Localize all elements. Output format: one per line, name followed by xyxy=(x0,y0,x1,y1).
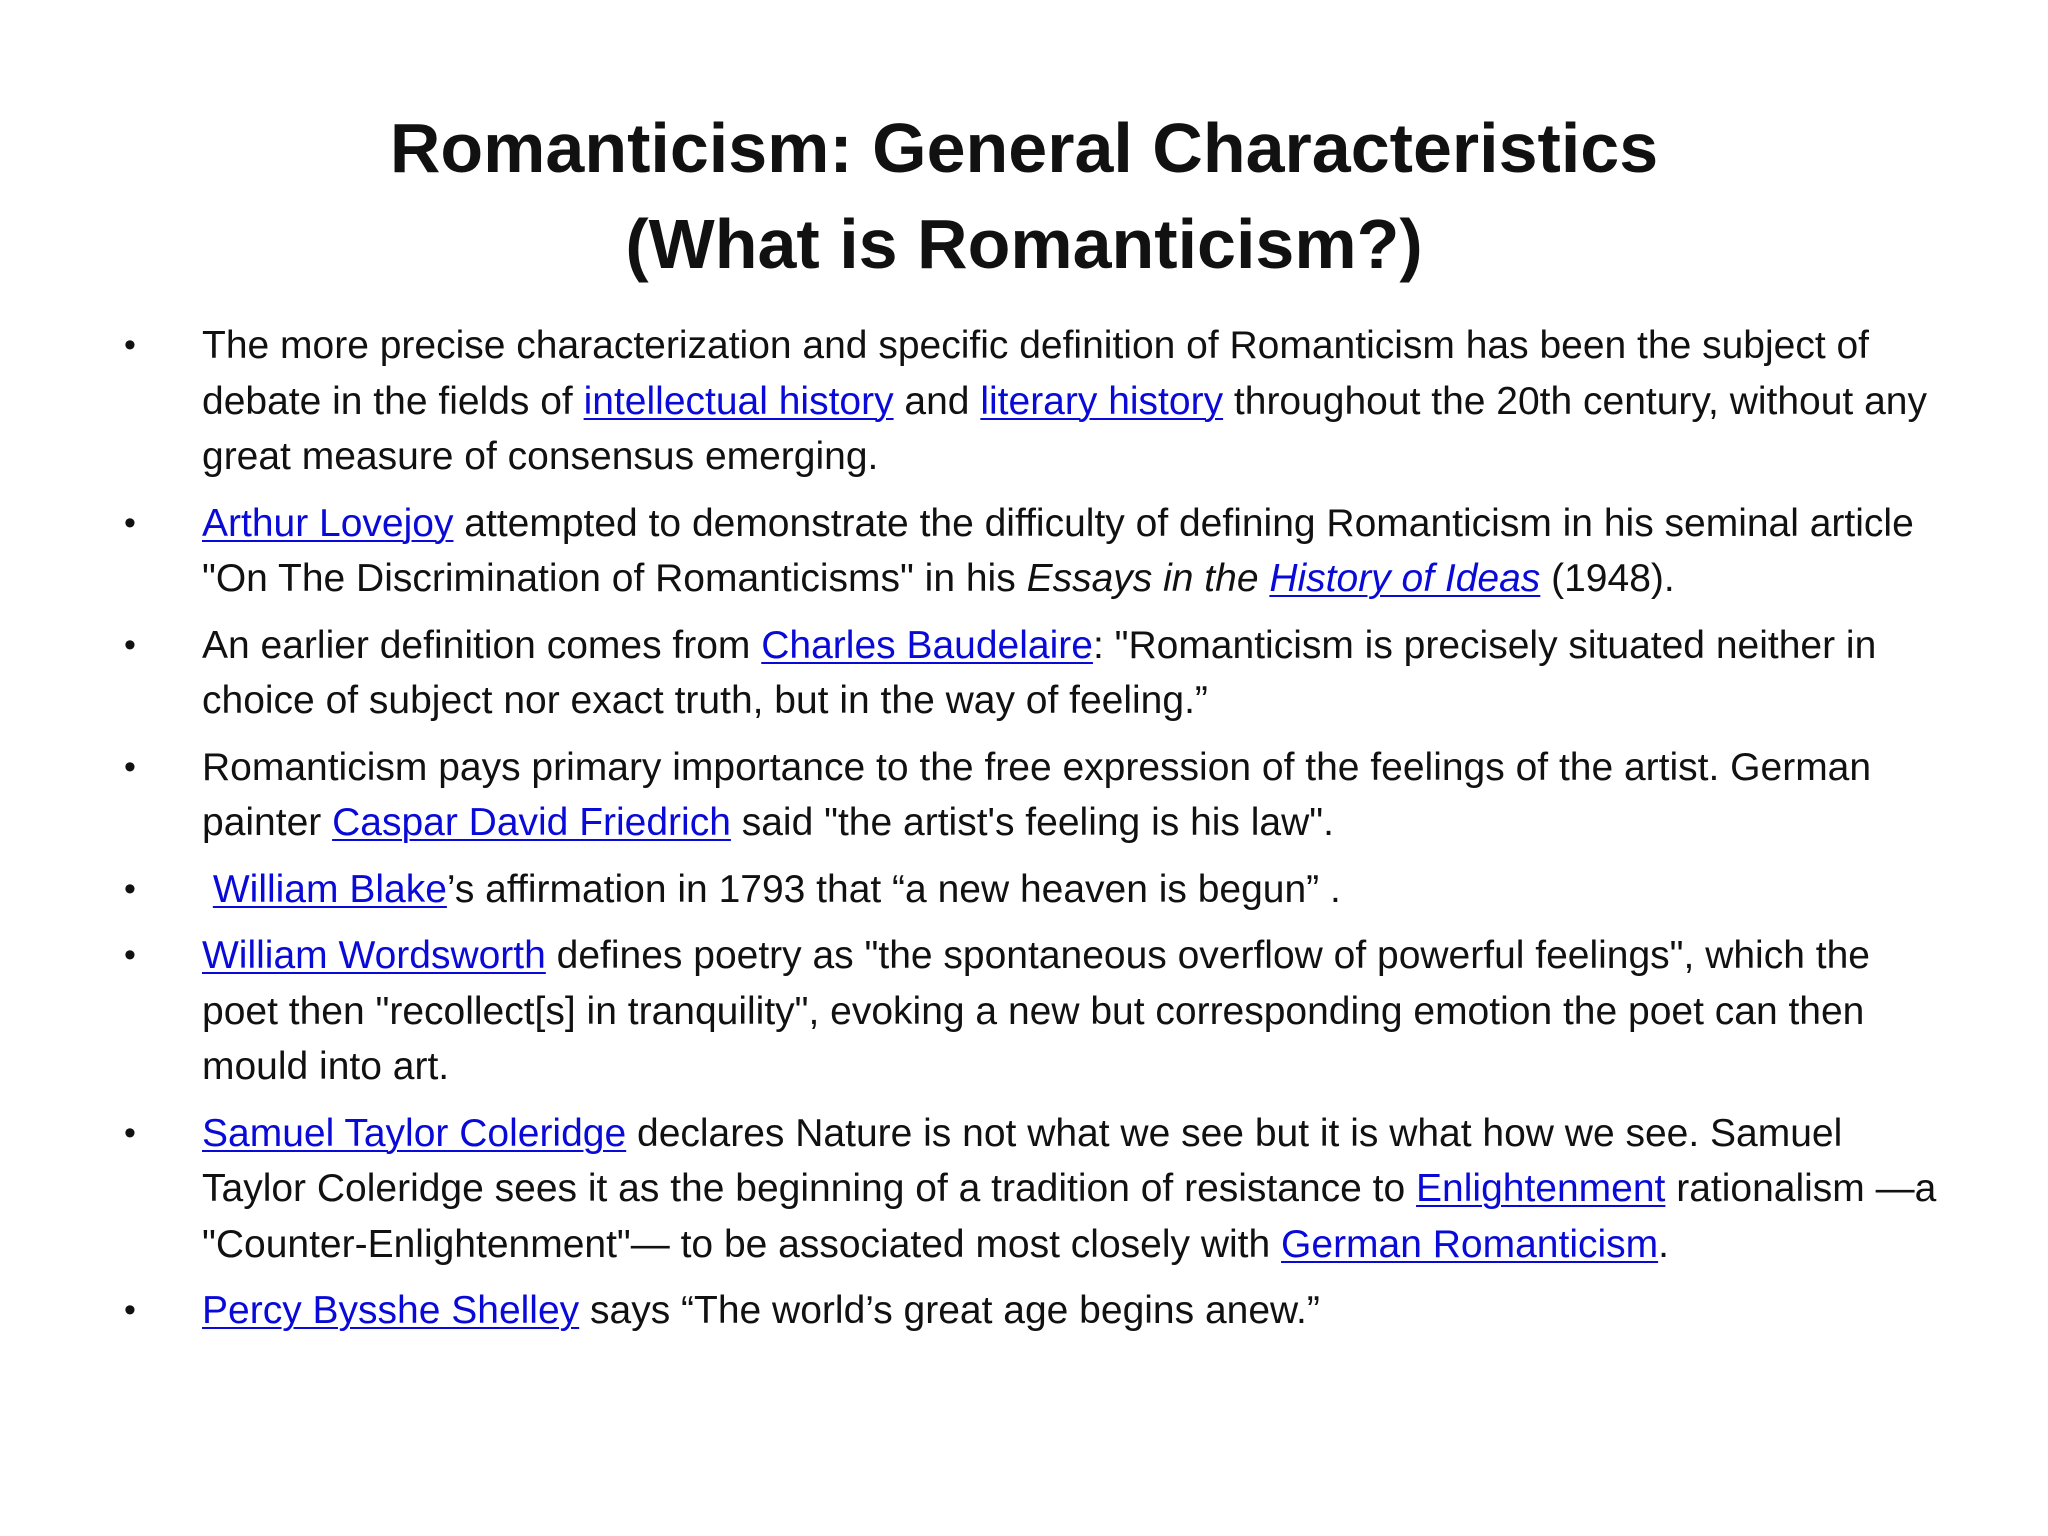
link-charles-baudelaire[interactable]: Charles Baudelaire xyxy=(761,623,1093,667)
link-percy-bysshe-shelley[interactable]: Percy Bysshe Shelley xyxy=(202,1289,580,1332)
bullet-marker: • xyxy=(124,503,136,542)
link-literary-history[interactable]: literary history xyxy=(980,379,1224,423)
link-german-romanticism[interactable]: German Romanticism xyxy=(1281,1222,1659,1266)
link-intellectual-history[interactable]: intellectual history xyxy=(583,379,894,423)
bullet-text: The more precise characterization and specific definition of Romanticism has been the subject of debate in the fields of xyxy=(202,324,1870,423)
link-william-wordsworth[interactable]: William Wordsworth xyxy=(202,934,546,977)
bullet-text: throughout the 20th century, without any great measure of consensus emerging. xyxy=(202,379,1927,478)
slide-title xyxy=(0,100,2048,292)
link-caspar-david-friedrich[interactable]: Caspar David Friedrich xyxy=(332,801,731,844)
slide-title-line-1: Romanticism: General Characteristics xyxy=(389,109,1659,187)
bullet-item-shelley xyxy=(120,1283,1950,1339)
slide-title-line-2: (What is Romanticism?) xyxy=(625,205,1423,283)
bullet-text: (1948). xyxy=(1540,557,1675,600)
bullet-text: . xyxy=(1658,1222,1669,1266)
link-history-of-ideas[interactable]: History of Ideas xyxy=(1269,557,1541,600)
bullet-marker: • xyxy=(124,747,136,786)
bullet-text: Romanticism pays primary importance to the free expression of the feelings of the artist. German painter xyxy=(202,745,1872,844)
bullet-text: defines poetry as "the spontaneous overflow of powerful feelings", which the poet then "recollect[s] in tranquility", evoking a new but corresponding emotion the poet can then mould into art. xyxy=(202,934,1870,1088)
bullet-item-coleridge xyxy=(120,1106,1950,1273)
bullet-text: An earlier definition comes from xyxy=(202,623,762,667)
bullet-item-baudelaire xyxy=(120,618,1950,729)
bullet-text: ’s affirmation in 1793 that “a new heaven is begun” . xyxy=(446,867,1341,911)
bullet-item-wordsworth xyxy=(120,928,1950,1095)
bullet-item-blake xyxy=(120,862,1950,918)
bullet-text: declares Nature is not what we see but it is what how we see. Samuel Taylor Coleridge sees it as the beginning of a tradition of resistance to xyxy=(202,1111,1843,1210)
link-arthur-lovejoy[interactable]: Arthur Lovejoy xyxy=(202,501,454,545)
bullet-marker: • xyxy=(124,936,136,974)
bullet-text: and xyxy=(893,379,981,423)
bullet-marker: • xyxy=(124,1113,136,1152)
bullet-marker: • xyxy=(124,625,136,664)
bullet-text: says “The world’s great age begins anew.” xyxy=(579,1289,1320,1332)
bullet-item-lovejoy xyxy=(120,496,1950,607)
bullet-marker: • xyxy=(124,869,136,908)
bullet-text: rationalism —a "Counter-Enlightenment"— to be associated most closely with xyxy=(202,1167,1937,1266)
bullet-text: attempted to demonstrate the difficulty of defining Romanticism in his seminal article "On The Discrimination of Romanticisms" in his xyxy=(202,501,1914,600)
bullet-text: said "the artist's feeling is his law". xyxy=(730,801,1334,844)
bullet-item-debate xyxy=(120,318,1950,485)
bullet-text: : "Romanticism is precisely situated neither in choice of subject nor exact truth, but in the way of feeling.” xyxy=(202,623,1877,722)
link-samuel-taylor-coleridge[interactable]: Samuel Taylor Coleridge xyxy=(202,1111,627,1155)
bullet-marker: • xyxy=(124,1291,136,1329)
link-enlightenment[interactable]: Enlightenment xyxy=(1416,1167,1666,1210)
bullet-item-friedrich xyxy=(120,740,1950,851)
bullet-italic-text: Essays in the xyxy=(1026,557,1270,600)
link-william-blake[interactable]: William Blake xyxy=(212,867,447,911)
bullet-list xyxy=(120,318,1950,1350)
bullet-marker: • xyxy=(124,326,136,364)
